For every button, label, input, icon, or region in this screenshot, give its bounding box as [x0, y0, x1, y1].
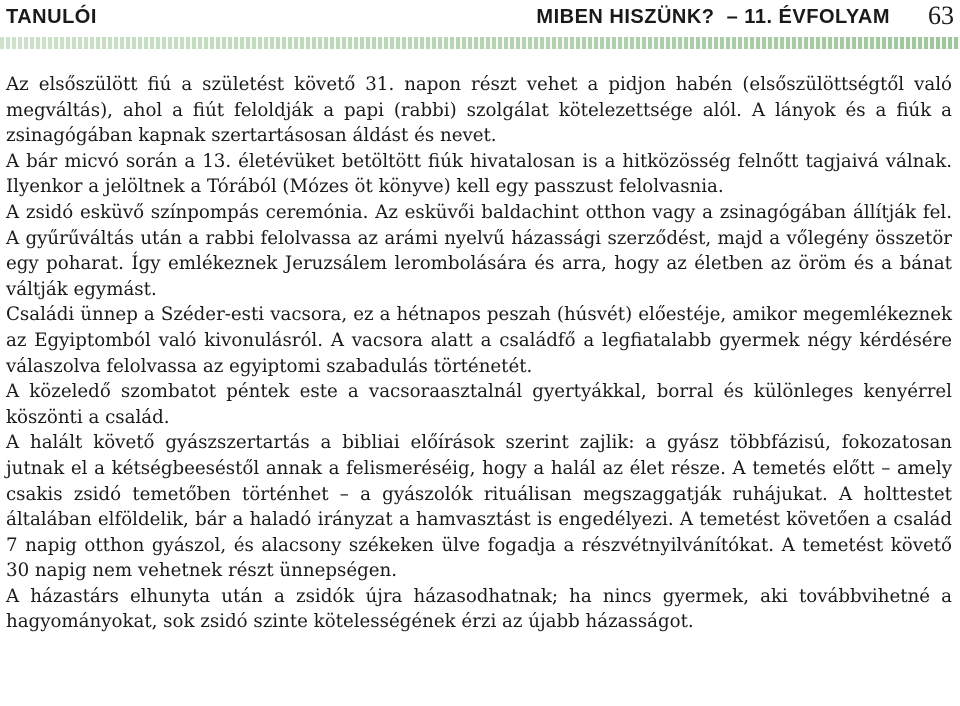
paragraph-remarriage: A házastárs elhunyta után a zsidók újra házasodhatnak; ha nincs gyermek, aki továbbvihetné a hagyományokat, sok zsidó szinte kötelességének érzi az újabb házasságot.: [6, 585, 952, 633]
paragraph-firstborn: Az elsőszülött fiú a születést követő 31. napon részt vehet a pidjon habén (elsőszülöttségtől való megváltás), ahol a fiút feloldják a papi (rabbi) szolgálat kötelezettsége alól. A lányok és a fiúk a zsinagógában kapnak szertartásosan áldást és nevet.: [6, 74, 952, 147]
header-rule-stripes: [0, 37, 960, 49]
paragraph-mourning: A halált követő gyászszertartás a bibliai előírások szerint zajlik: a gyász többfázisú, fokozatosan jutnak el a kétségbeeséstől annak a felismeréséig, hogy a halál az élet része. A temetés előtt – amely csakis zsidó temetőben történhet – a gyászolók rituálisan megszaggatják ruhájukat. A holttestet általában elföldelik, bár a haladó irányzat a hamvasztást is engedélyezi. A temetést követően a család 7 napig otthon gyászol, és alacsony székeken ülve fogadja a részvétnyilvánítókat. A temetést követő 30 napig nem vehetnek részt ünnepségen.: [6, 432, 952, 582]
paragraph-bar-mitzvah: A bár micvó során a 13. életévüket betöltött fiúk hivatalosan is a hitközösség felnőtt tagjaivá válnak. Ilyenkor a jelöltnek a Tórából (Mózes öt könyve) kell egy passzust felolvasnia.: [6, 150, 952, 198]
paragraph-seder: Családi ünnep a Széder-esti vacsora, ez a hétnapos peszah (húsvét) előestéje, amikor megemlékeznek az Egyiptomból való kivonulásról. A vacsora alatt a családfő a legfiatalabb gyermek négy kérdésére válaszolva felolvassa az egyiptomi szabadulás történetét.: [6, 304, 952, 377]
paragraph-shabbat: A közeledő szombatot péntek este a vacsoraasztalnál gyertyákkal, borral és különleges kenyérrel köszönti a család.: [6, 381, 952, 428]
page-header: [0, 0, 960, 36]
paragraph-wedding: A zsidó esküvő színpompás ceremónia. Az esküvői baldachint otthon vagy a zsinagógában állítják fel. A gyűrűváltás után a rabbi felolvassa az arámi nyelvű házassági szerződést, majd a vőlegény összetör egy poharat. Így emlékeznek Jeruzsálem lerombolására és arra, hogy az életben az öröm és a bánat váltják egymást.: [6, 201, 952, 300]
header-title: MIBEN HISZÜNK? – 11. ÉVFOLYAM: [536, 6, 890, 28]
page-number: 63: [928, 1, 954, 30]
body-text: [6, 72, 952, 635]
header-section-label: TANULÓI: [6, 6, 97, 28]
